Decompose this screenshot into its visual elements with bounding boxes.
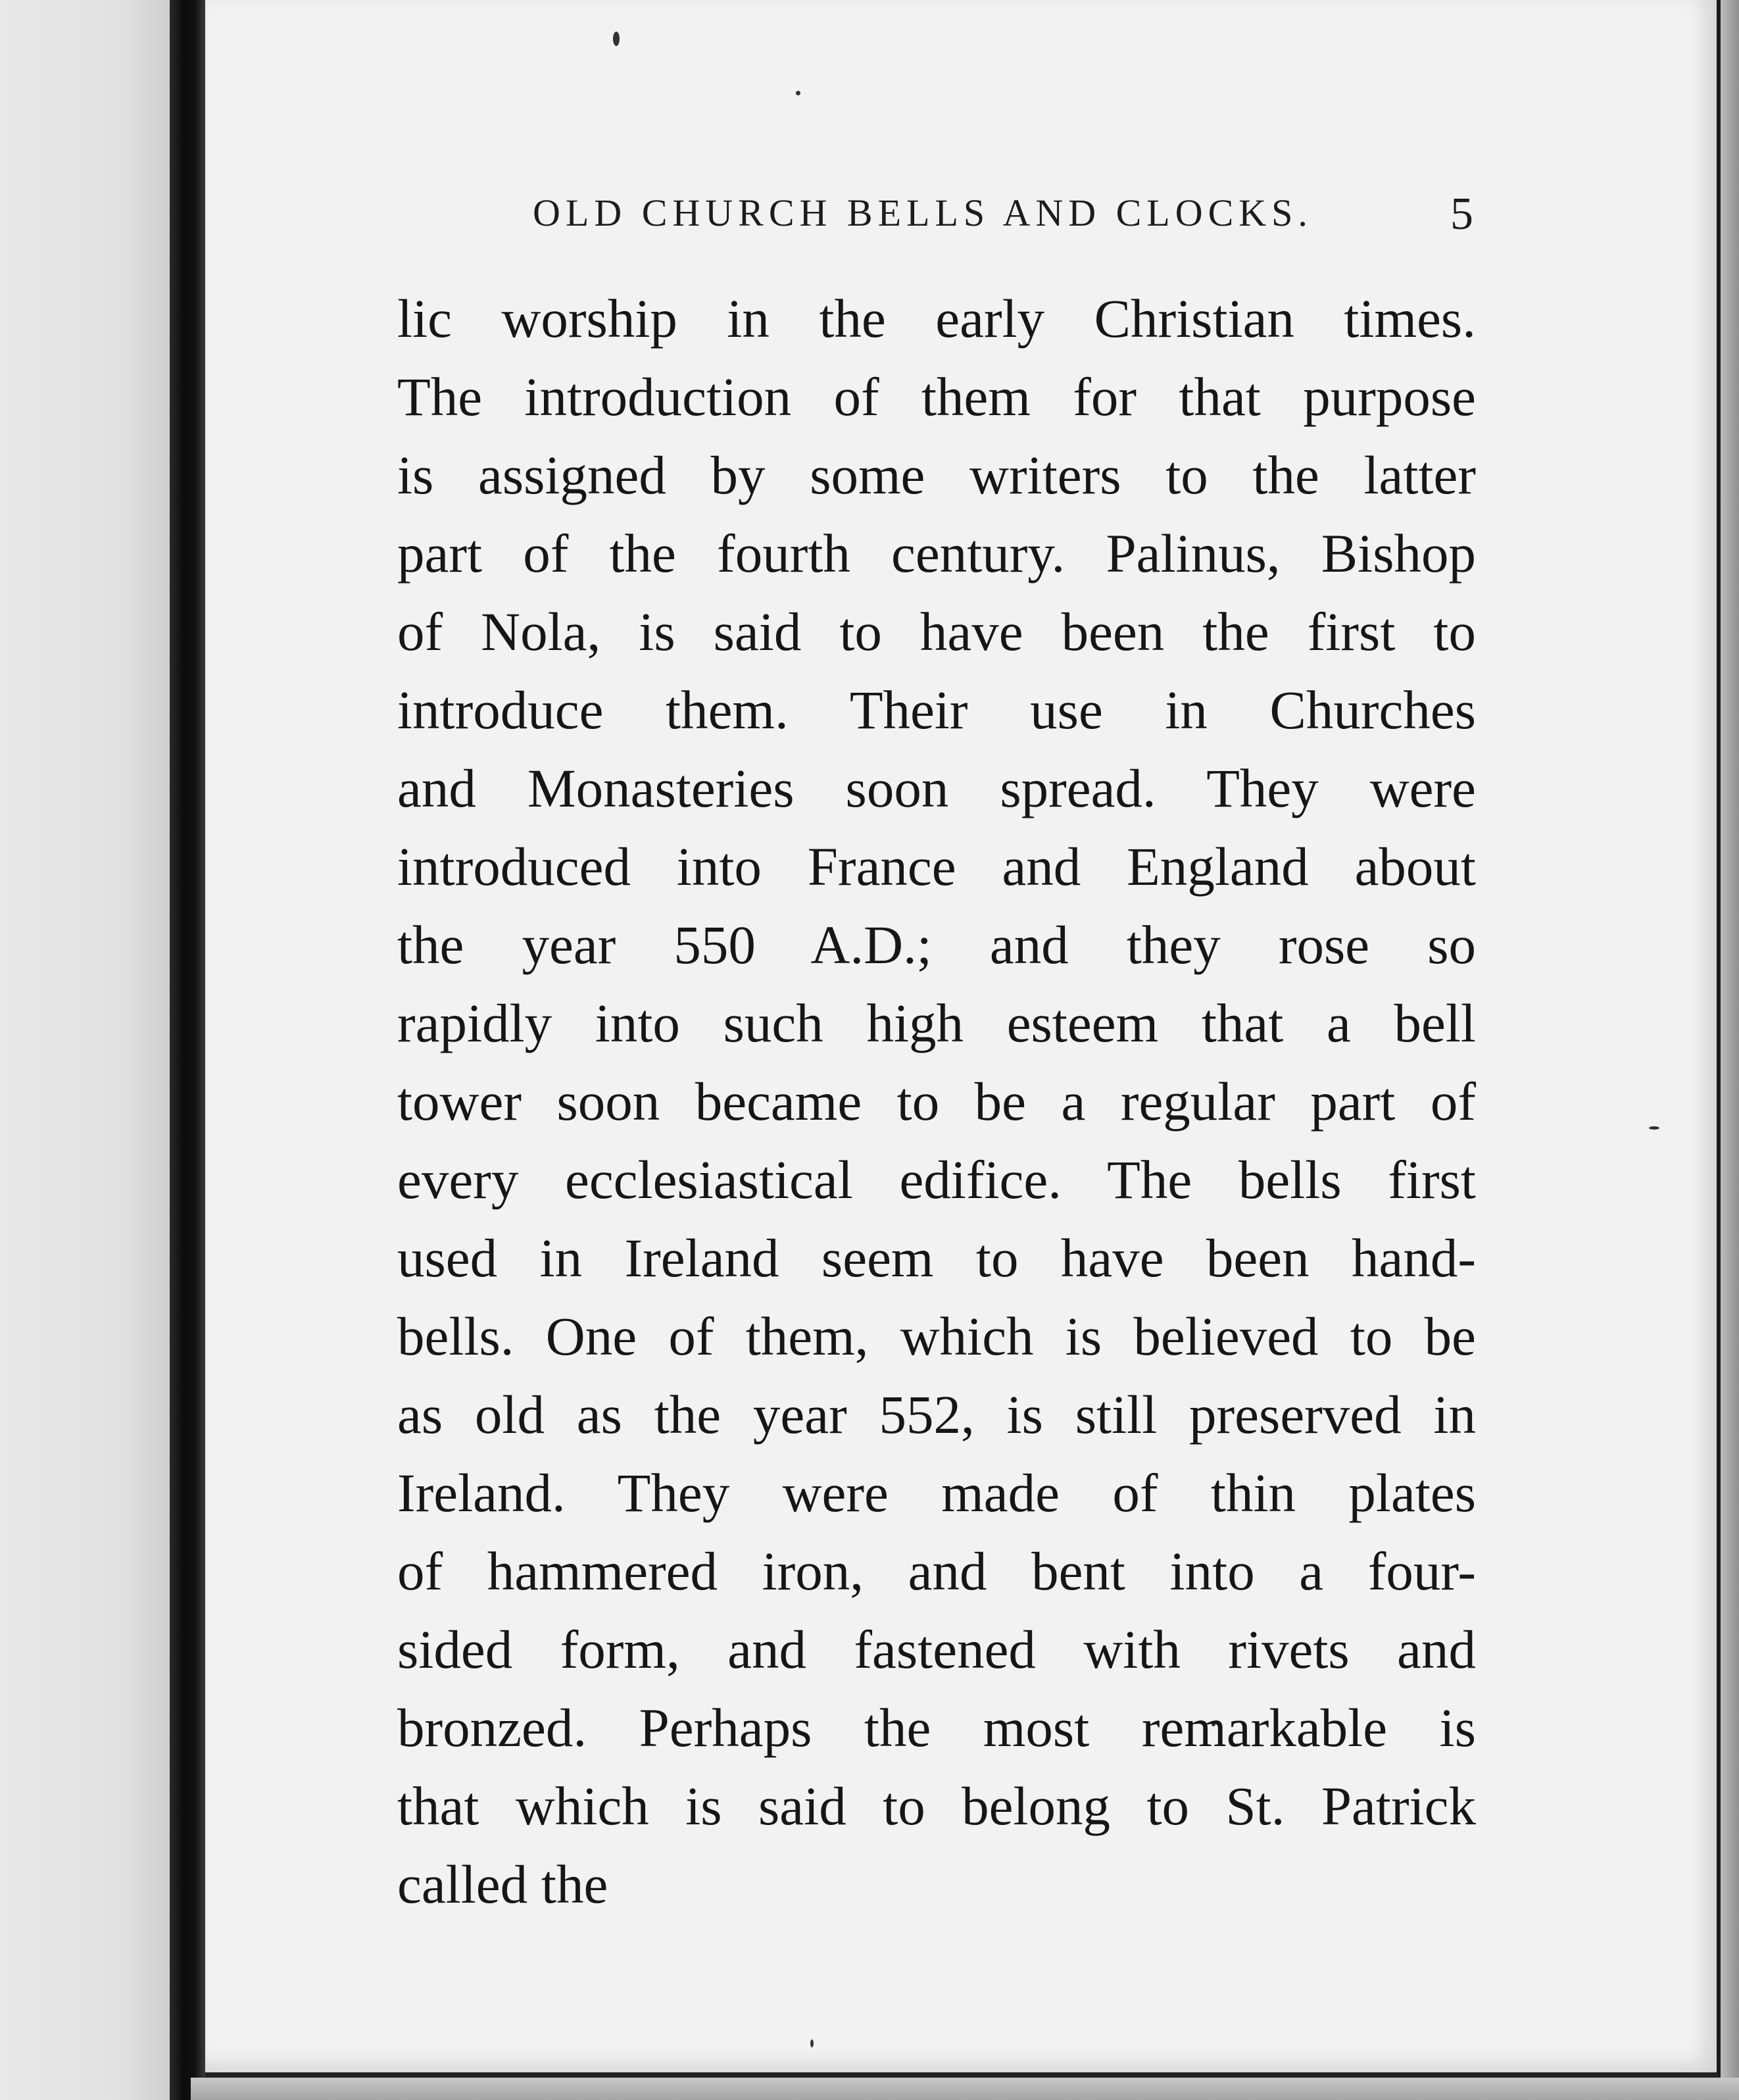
text-line: rapidly into such high esteem that a bell <box>397 993 1476 1053</box>
text-line: used in Ireland seem to have been hand- <box>397 1228 1476 1288</box>
text-line: of Nola, is said to have been the first to <box>397 601 1476 662</box>
text-line: lic worship in the early Christian times. <box>397 288 1476 349</box>
book-gutter <box>170 0 205 2100</box>
print-speck <box>1649 1126 1659 1130</box>
text-line: tower soon became to be a regular part of <box>397 1071 1476 1132</box>
text-line: introduce them. Their use in Churches <box>397 680 1476 740</box>
text-line: sided form, and fastened with rivets and <box>397 1619 1476 1680</box>
text-line: Ireland. They were made of thin plates <box>397 1462 1476 1523</box>
text-line: bells. One of them, which is believed to be <box>397 1306 1476 1366</box>
text-line: the year 550 A.D.; and they rose so <box>397 914 1476 975</box>
print-speck <box>810 2039 814 2047</box>
print-speck <box>613 32 620 46</box>
text-line: that which is said to belong to St. Patrick <box>397 1776 1476 1836</box>
text-line: bronzed. Perhaps the most remarkable is <box>397 1697 1476 1758</box>
page-edge <box>1721 0 1739 2100</box>
text-line: and Monasteries soon spread. They were <box>397 758 1476 818</box>
running-head: OLD CHURCH BELLS AND CLOCKS. <box>533 191 1313 234</box>
page-number: 5 <box>1450 189 1473 239</box>
body-text <box>397 280 1476 1924</box>
text-line: called the <box>397 1854 608 1914</box>
bottom-page-edge <box>191 2078 1739 2100</box>
text-line: is assigned by some writers to the latter <box>397 445 1476 505</box>
text-line: The introduction of them for that purpose <box>397 366 1476 427</box>
facing-page-margin <box>0 0 170 2100</box>
text-line: every ecclesiastical edifice. The bells first <box>397 1149 1476 1210</box>
text-line: part of the fourth century. Palinus, Bishop <box>397 523 1476 584</box>
text-line: introduced into France and England about <box>397 836 1476 897</box>
print-speck <box>796 91 800 95</box>
text-line: of hammered iron, and bent into a four- <box>397 1541 1476 1601</box>
text-line: as old as the year 552, is still preserved in <box>397 1384 1476 1445</box>
